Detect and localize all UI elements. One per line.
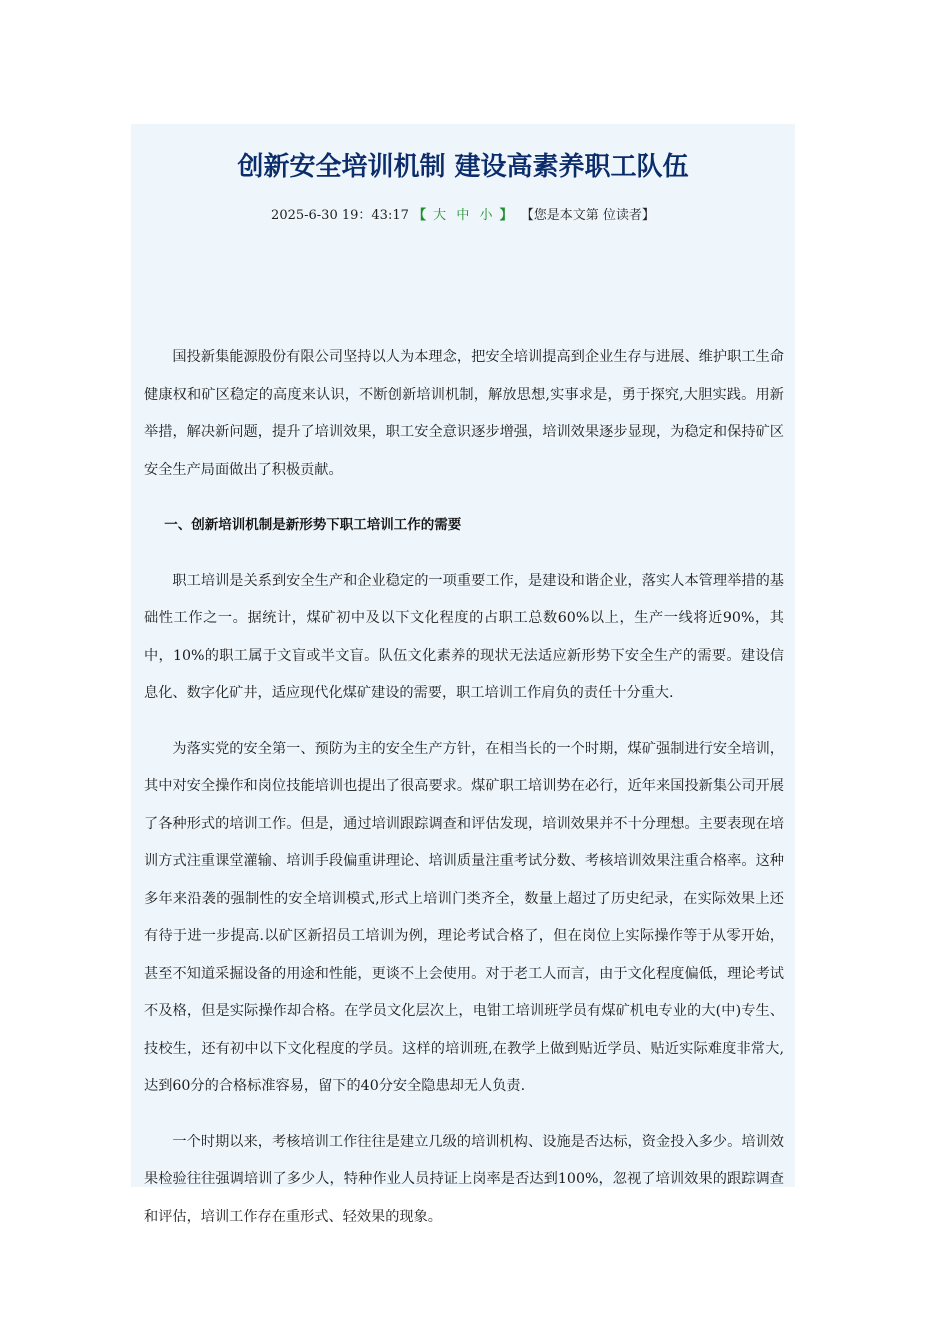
body-paragraph: 职工培训是关系到安全生产和企业稳定的一项重要工作，是建设和谐企业，落实人本管理举措的基础性工作之一。据统计，煤矿初中及以下文化程度的占职工总数60%以上，生产一线将近90%，其中，10%的职工属于文盲或半文盲。队伍文化素养的现状无法适应新形势下安全生产的需要。建设信息化、数字化矿井，适应现代化煤矿建设的需要，职工培训工作肩负的责任十分重大. [144, 572, 784, 701]
body-paragraph: 为落实党的安全第一、预防为主的安全生产方针，在相当长的一个时期，煤矿强制进行安全培训，其中对安全操作和岗位技能培训也提出了很高要求。煤矿职工培训势在必行，近年来国投新集公司开展了各种形式的培训工作。但是，通过培训跟踪调查和评估发现，培训效果并不十分理想。主要表现在培训方式注重课堂灌输、培训手段偏重讲理论、培训质量注重考试分数、考核培训效果注重合格率。这种多年来沿袭的强制性的安全培训模式,形式上培训门类齐全，数量上超过了历史纪录，在实际效果上还有待于进一步提高.以矿区新招员工培训为例，理论考试合格了，但在岗位上实际操作等于从零开始，甚至不知道采掘设备的用途和性能，更谈不上会使用。对于老工人而言，由于文化程度偏低，理论考试不及格，但是实际操作却合格。在学员文化层次上，电钳工培训班学员有煤矿机电专业的大(中)专生、技校生，还有初中以下文化程度的学员。这样的培训班,在教学上做到贴近学员、贴近实际难度非常大,达到60分的合格标准容易，留下的40分安全隐患却无人负责. [144, 740, 784, 1094]
font-size-large-link[interactable]: 大 [433, 208, 447, 223]
section-heading: 一、创新培训机制是新形势下职工培训工作的需要 [164, 517, 462, 533]
body-paragraph: 一个时期以来，考核培训工作往往是建立几级的培训机构、设施是否达标，资金投入多少。培训效果检验往往强调培训了多少人，特种作业人员持证上岗率是否达到100%，忽视了培训效果的跟踪调查和评估，培训工作存在重形式、轻效果的现象。 [144, 1133, 784, 1225]
font-size-bracket-close: 】 [499, 208, 513, 223]
publish-datetime: 2025-6-30 19：43:17 [271, 208, 409, 223]
article-title: 创新安全培训机制 建设高素养职工队伍 [237, 152, 689, 182]
article-meta [131, 204, 795, 223]
reader-count: 【您是本文第 位读者】 [520, 208, 655, 223]
article-panel [131, 124, 795, 1225]
article-body [144, 339, 784, 1254]
font-size-medium-link[interactable]: 中 [456, 208, 470, 223]
font-size-bracket-open: 【 [413, 208, 427, 223]
font-size-small-link[interactable]: 小 [479, 208, 493, 223]
intro-paragraph: 国投新集能源股份有限公司坚持以人为本理念，把安全培训提高到企业生存与进展、维护职工生命健康权和矿区稳定的高度来认识，不断创新培训机制，解放思想,实事求是，勇于探究,大胆实践。用新举措，解决新问题，提升了培训效果，职工安全意识逐步增强，培训效果逐步显现，为稳定和保持矿区安全生产局面做出了积极贡献。 [144, 349, 784, 478]
